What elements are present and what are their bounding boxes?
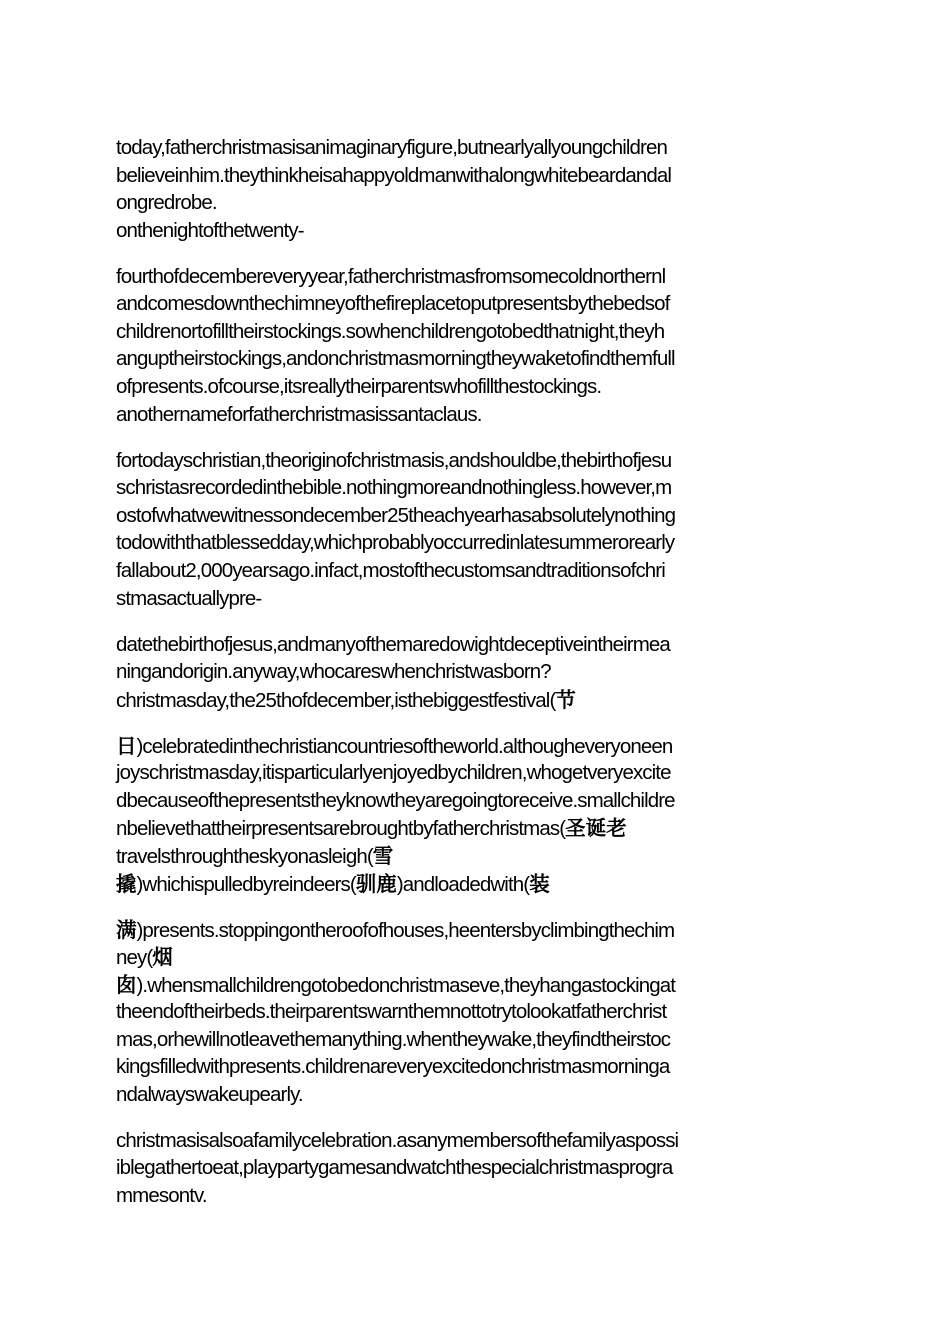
text-line: kingsfilledwithpresents.childrenareveryexcitedonchristmasmorninga <box>116 1055 670 1078</box>
text-line: iblegathertoeat,playpartygamesandwatchthespecialchristmasprogra <box>116 1156 673 1179</box>
text-line: mmesontv. <box>116 1184 207 1207</box>
cjk-run: 雪 <box>372 844 394 868</box>
text-line: joyschristmasday,itisparticularlyenjoyedbychildren,whogetveryexcite <box>116 761 671 784</box>
text-line: ningandorigin.anyway,whocareswhenchristwasborn? <box>116 660 551 683</box>
text-line <box>116 734 672 759</box>
text-run: ).whensmallchildrengotobedonchristmaseve,theyhangastockingat <box>136 974 676 997</box>
text-run: nbelievethattheirpresentsarebroughtbyfatherchristmas( <box>116 817 566 840</box>
text-line: believeinhim.theythinkheisahappyoldmanwithalongwhitebeardandal <box>116 164 672 187</box>
text-line: anothernameforfatherchristmasissantaclaus. <box>116 403 482 426</box>
cjk-run: 日 <box>116 734 137 758</box>
text-run: )andloadedwith( <box>396 873 530 896</box>
text-line <box>116 816 627 841</box>
text-line <box>116 688 576 713</box>
text-line: christmasisalsoafamilycelebration.asanymembersofthefamilyaspossi <box>116 1129 679 1152</box>
text-line: fourthofdecembereveryyear,fatherchristmasfromsomecoldnorthernl <box>116 265 666 288</box>
text-line: datethebirthofjesus,andmanyofthemaredowightdeceptiveintheirmea <box>116 633 670 656</box>
text-run: )whichispulledbyreindeers( <box>136 873 356 896</box>
cjk-run: 节 <box>555 688 576 712</box>
text-line: todowiththatblessedday,whichprobablyoccurredinlatesummerorearly <box>116 531 675 554</box>
text-line: childrenortofilltheirstockings.sowhenchildrengotobedthatnight,theyh <box>116 320 665 343</box>
text-line: dbecauseofthepresentstheyknowtheyaregoingtoreceive.smallchildre <box>116 789 675 812</box>
cjk-run: 驯鹿 <box>355 872 397 896</box>
cjk-run: 烟 <box>152 945 173 969</box>
text-run: )presents.stoppingontheroofofhouses,heentersbyclimbingthechim <box>136 919 675 942</box>
text-line: ongredrobe. <box>116 191 217 214</box>
text-line: andcomesdownthechimneyofthefireplacetoputpresentsbythebedsof <box>116 292 670 315</box>
text-line: anguptheirstockings,andonchristmasmorningtheywaketofindthemfull <box>116 347 675 370</box>
text-line: ndalwayswakeupearly. <box>116 1083 303 1106</box>
text-line: stmasactuallypre- <box>116 587 262 610</box>
text-line <box>116 918 674 943</box>
cjk-run: 撬 <box>116 872 137 896</box>
cjk-run: 囱 <box>116 973 137 997</box>
text-line: schristasrecordedinthebible.nothingmoreandnothingless.however,m <box>116 476 672 499</box>
text-run: )celebratedinthechristiancountriesoftheworld.althougheveryoneen <box>136 735 673 758</box>
text-line <box>116 844 393 869</box>
text-line <box>116 945 173 970</box>
cjk-run: 圣诞老 <box>565 816 627 840</box>
text-line: onthenightofthetwenty- <box>116 219 304 242</box>
text-line: today,fatherchristmasisanimaginaryfigure,butnearlyallyoungchildren <box>116 136 667 159</box>
text-line: mas,orhewillnotleavethemanything.whentheywake,theyfindtheirstoc <box>116 1028 671 1051</box>
text-line: ofpresents.ofcourse,itsreallytheirparentswhofillthestockings. <box>116 375 602 398</box>
text-line: fortodayschristian,theoriginofchristmasis,andshouldbe,thebirthofjesu <box>116 449 672 472</box>
text-run: christmasday,the25thofdecember,isthebiggestfestival( <box>116 689 556 712</box>
text-line: ostofwhatwewitnessondecember25theachyearhasabsolutelynothing <box>116 504 676 527</box>
text-line <box>116 872 550 897</box>
text-line: theendoftheirbeds.theirparentswarnthemnottotrytolookatfatherchrist <box>116 1000 667 1023</box>
cjk-run: 装 <box>529 872 550 896</box>
text-run: ney( <box>116 946 153 969</box>
text-run: travelsthroughtheskyonasleigh( <box>116 845 373 868</box>
cjk-run: 满 <box>116 918 137 942</box>
text-line <box>116 973 675 998</box>
text-line: fallabout2,000yearsago.infact,mostofthecustomsandtraditionsofchri <box>116 559 665 582</box>
